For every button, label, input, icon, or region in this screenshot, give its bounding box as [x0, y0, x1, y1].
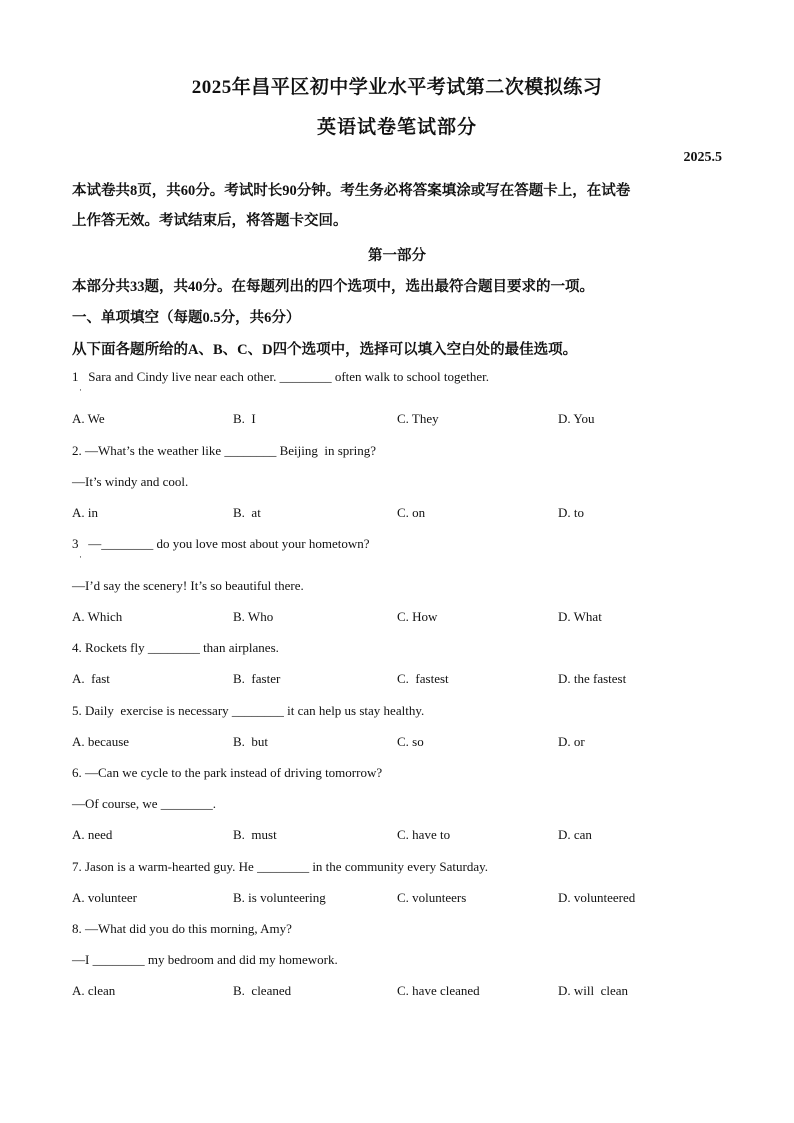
- exam-subtitle: 英语试卷笔试部分: [316, 117, 477, 138]
- section-direction: 从下面各题所给的A、B、C、D四个选项中，选择可以填入空白处的最佳选项。: [72, 342, 578, 358]
- question-6-reply: —Of course, we ________.: [72, 796, 217, 811]
- question-4-option-d: D. the fastest: [558, 671, 627, 686]
- question-5-option-d: D. or: [558, 734, 585, 749]
- dot-mark: ·: [79, 385, 82, 395]
- question-3-reply: —I’d say the scenery! It’s so beautiful there.: [72, 578, 304, 593]
- question-1-stem: 1 Sara and Cindy live near each other. ________ often walk to school together.: [72, 369, 489, 384]
- section-title: 一、单项填空（每题0.5分，共6分）: [72, 310, 301, 326]
- question-2-option-a: A. in: [72, 505, 98, 520]
- question-8-option-a: A. clean: [72, 983, 116, 998]
- question-8-option-d: D. will clean: [558, 983, 629, 998]
- question-1-option-a: A. We: [72, 411, 105, 426]
- question-7-option-a: A. volunteer: [72, 890, 137, 905]
- question-7-option-b: B. is volunteering: [233, 890, 326, 905]
- question-8-option-b: B. cleaned: [233, 983, 292, 998]
- exam-title: 2025年昌平区初中学业水平考试第二次模拟练习: [191, 77, 603, 98]
- question-4-option-c: C. fastest: [397, 671, 449, 686]
- dot-mark: ·: [79, 552, 82, 562]
- question-1-option-b: B. I: [233, 411, 256, 426]
- question-1-option-c: C. They: [397, 411, 439, 426]
- part-description: 本部分共33题，共40分。在每题列出的四个选项中，选出最符合题目要求的一项。: [72, 279, 594, 295]
- question-2-option-b: B. at: [233, 505, 261, 520]
- question-6-option-a: A. need: [72, 827, 113, 842]
- question-8-stem: 8. —What did you do this morning, Amy?: [72, 921, 292, 936]
- question-8-reply: —I ________ my bedroom and did my homework.: [72, 952, 338, 967]
- exam-date: 2025.5: [683, 150, 722, 165]
- question-2-option-c: C. on: [397, 505, 426, 520]
- question-2-reply: —It’s windy and cool.: [72, 474, 189, 489]
- question-7-option-d: D. volunteered: [558, 890, 636, 905]
- question-6-option-b: B. must: [233, 827, 277, 842]
- question-6-stem: 6. —Can we cycle to the park instead of driving tomorrow?: [72, 765, 383, 780]
- question-6-option-c: C. have to: [397, 827, 451, 842]
- question-1-option-d: D. You: [558, 411, 595, 426]
- question-4-stem: 4. Rockets fly ________ than airplanes.: [72, 640, 279, 655]
- question-3-stem: 3 —________ do you love most about your hometown?: [72, 536, 370, 551]
- question-6-option-d: D. can: [558, 827, 592, 842]
- question-5-option-b: B. but: [233, 734, 269, 749]
- question-5-option-c: C. so: [397, 734, 424, 749]
- question-3-option-c: C. How: [397, 609, 438, 624]
- question-4-option-b: B. faster: [233, 671, 281, 686]
- instructions-line-1: 本试卷共8页，共60分。考试时长90分钟。考生务必将答案填涂或写在答题卡上，在试卷: [72, 183, 631, 199]
- instructions-line-2: 上作答无效。考试结束后，将答题卡交回。: [72, 213, 348, 229]
- question-5-stem: 5. Daily exercise is necessary ________ it can help us stay healthy.: [72, 703, 425, 718]
- part-title: 第一部分: [368, 248, 426, 264]
- question-7-option-c: C. volunteers: [397, 890, 467, 905]
- question-7-stem: 7. Jason is a warm-hearted guy. He ________ in the community every Saturday.: [72, 859, 489, 874]
- question-3-option-d: D. What: [558, 609, 602, 624]
- question-4-option-a: A. fast: [72, 671, 110, 686]
- question-2-stem: 2. —What’s the weather like ________ Beijing in spring?: [72, 443, 376, 458]
- question-5-option-a: A. because: [72, 734, 130, 749]
- question-2-option-d: D. to: [558, 505, 584, 520]
- question-8-option-c: C. have cleaned: [397, 983, 480, 998]
- question-3-option-a: A. Which: [72, 609, 123, 624]
- question-3-option-b: B. Who: [233, 609, 274, 624]
